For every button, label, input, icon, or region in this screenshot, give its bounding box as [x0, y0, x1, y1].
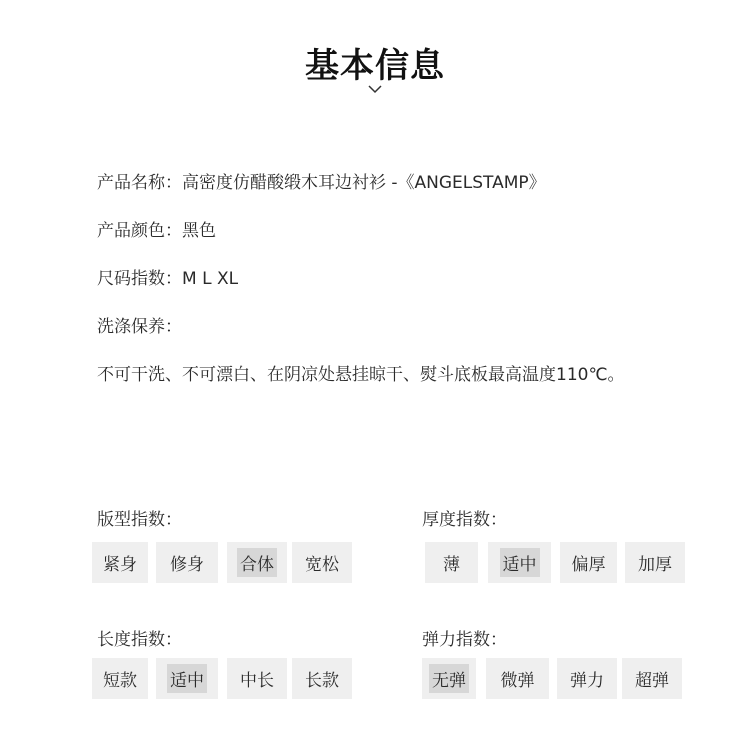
elasticity-option-selected: 无弹	[422, 658, 476, 699]
fit-option: 紧身	[92, 542, 148, 583]
size-index: 尺码指数：M L XL	[97, 269, 239, 289]
length-option: 中长	[227, 658, 287, 699]
chevron-down-icon	[367, 83, 383, 95]
thickness-index-label: 厚度指数：	[422, 510, 507, 530]
fit-option: 宽松	[292, 542, 352, 583]
fit-index-label: 版型指数：	[97, 510, 182, 530]
length-option: 长款	[292, 658, 352, 699]
elasticity-option: 微弹	[486, 658, 549, 699]
fit-option: 修身	[156, 542, 218, 583]
thickness-option-selected: 适中	[488, 542, 551, 583]
elasticity-option: 弹力	[557, 658, 617, 699]
page-title: 基本信息	[305, 46, 445, 86]
length-option: 短款	[92, 658, 148, 699]
thickness-option: 加厚	[625, 542, 685, 583]
elasticity-option: 超弹	[622, 658, 682, 699]
care-instructions: 不可干洗、不可漂白、在阴凉处悬挂晾干、熨斗底板最高温度110℃。	[97, 365, 625, 385]
elasticity-index-label: 弹力指数：	[422, 630, 507, 650]
length-index-label: 长度指数：	[97, 630, 182, 650]
thickness-option: 薄	[425, 542, 478, 583]
fit-option-selected: 合体	[227, 542, 287, 583]
product-color: 产品颜色：黑色	[97, 221, 216, 241]
product-name: 产品名称：高密度仿醋酸缎木耳边衬衫 -《ANGELSTAMP》	[97, 173, 546, 193]
thickness-option: 偏厚	[560, 542, 617, 583]
care-label: 洗涤保养：	[97, 317, 182, 337]
length-option-selected: 适中	[156, 658, 218, 699]
